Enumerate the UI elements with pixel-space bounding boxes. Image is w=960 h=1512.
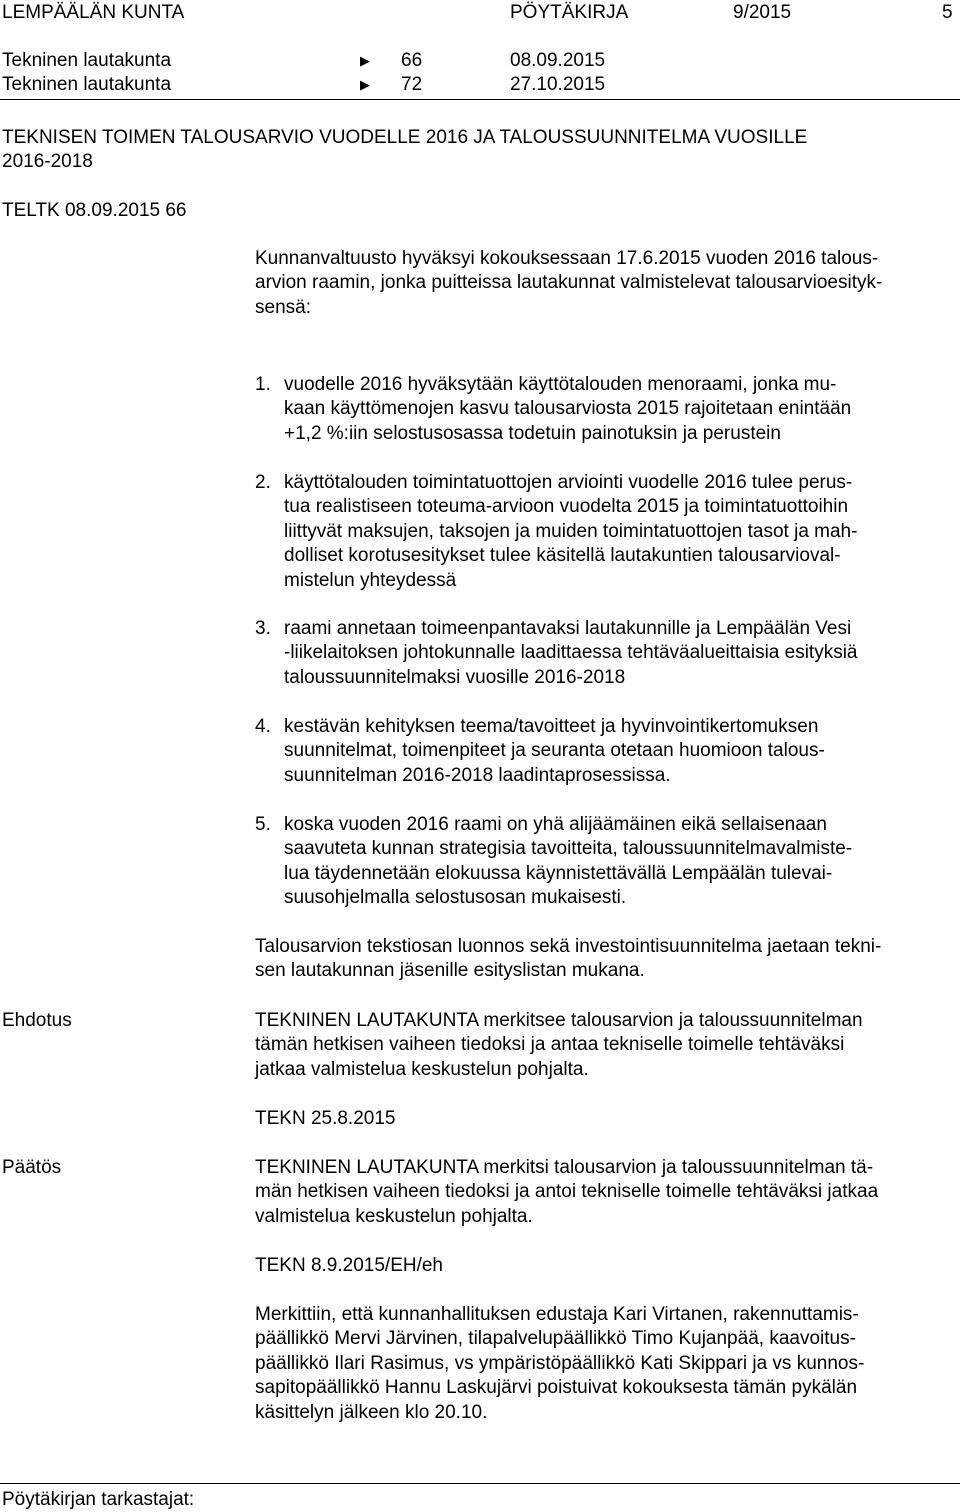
attendance-line: käsittelyn jälkeen klo 20.10. bbox=[255, 1401, 488, 1423]
attachment-note bbox=[255, 935, 955, 984]
page-title-line-1: TEKNISEN TOIMEN TALOUSARVIO VUODELLE 2016 JA TALOUSSUUNNITELMA VUOSILLE bbox=[2, 127, 808, 148]
attendance-note bbox=[255, 1303, 955, 1425]
list-line: suusohjelmalla selostusosan mukaisesti. bbox=[284, 887, 627, 909]
list-line: liittyvät maksujen, taksojen ja muiden toimintatuottojen tasot ja mah- bbox=[284, 520, 858, 542]
attendance-line: päällikkö Mervi Järvinen, tilapalvelupäällikkö Timo Kujanpää, kaavoitus- bbox=[255, 1328, 856, 1350]
meeting-body-1: Tekninen lautakunta bbox=[2, 50, 172, 71]
proposal-text bbox=[255, 1009, 955, 1082]
list-item-number: 3. bbox=[255, 618, 271, 639]
intro-line: Kunnanvaltuusto hyväksyi kokouksessaan 17.6.2015 vuoden 2016 talous- bbox=[255, 248, 879, 269]
attendance-line: Merkittiin, että kunnanhallituksen edustaja Kari Virtanen, rakennuttamis- bbox=[255, 1304, 859, 1325]
decision-line: valmistelua keskustelun pohjalta. bbox=[255, 1205, 533, 1227]
proposal-reference: TEKN 25.8.2015 bbox=[255, 1108, 396, 1129]
list-line: saavuteta kunnan strategisia tavoitteita, taloussuunnitelmavalmiste- bbox=[284, 838, 853, 860]
proposal-line: TEKNINEN LAUTAKUNTA merkitsee talousarvion ja taloussuunnitelman bbox=[255, 1010, 863, 1031]
intro-paragraph bbox=[255, 247, 955, 320]
list-line: suunnitelmat, toimenpiteet ja seuranta otetaan huomioon talous- bbox=[284, 740, 825, 762]
intro-line: arvion raamin, jonka puitteissa lautakunnat valmistelevat talousarvioesityk- bbox=[255, 272, 883, 294]
header-divider bbox=[0, 99, 960, 100]
list-item-text bbox=[284, 715, 956, 788]
list-line: suunnitelman 2016-2018 laadintaprosessissa. bbox=[284, 764, 671, 786]
list-line: mistelun yhteydessä bbox=[284, 569, 457, 591]
list-line: koska vuoden 2016 raami on yhä alijäämäinen eikä sellaisenaan bbox=[284, 814, 827, 835]
list-item-number: 1. bbox=[255, 374, 271, 395]
list-item-text bbox=[284, 813, 956, 911]
section-reference: TELTK 08.09.2015 66 bbox=[2, 200, 187, 221]
list-line: kaan käyttömenojen kasvu talousarviosta 2015 rajoitetaan enintään bbox=[284, 398, 852, 420]
meeting-body-2: Tekninen lautakunta bbox=[2, 74, 172, 95]
decision-reference: TEKN 8.9.2015/EH/eh bbox=[255, 1255, 443, 1276]
footer-divider bbox=[0, 1483, 960, 1484]
note-line: sen lautakunnan jäsenille esityslistan mukana. bbox=[255, 960, 645, 982]
attendance-line: päällikkö Ilari Rasimus, vs ympäristöpäällikkö Kati Skippari ja vs kunnos- bbox=[255, 1352, 865, 1374]
list-line: taloussuunnitelmaksi vuosille 2016-2018 bbox=[284, 666, 626, 688]
list-item-number: 2. bbox=[255, 472, 271, 493]
meeting-date-2: 27.10.2015 bbox=[510, 74, 606, 95]
list-line: -liikelaitoksen johtokunnalle laadittaessa tehtäväalueittaisia esityksiä bbox=[284, 642, 858, 664]
decision-label: Päätös bbox=[2, 1157, 62, 1178]
decision-line: män hetkisen vaiheen tiedoksi ja antoi tekniselle toimelle tehtäväksi jatkaa bbox=[255, 1181, 879, 1203]
list-item-text bbox=[284, 471, 956, 593]
proposal-line: tämän hetkisen vaiheen tiedoksi ja antaa tekniselle toimelle tehtäväksi bbox=[255, 1034, 845, 1056]
municipality-name: LEMPÄÄLÄN KUNTA bbox=[2, 2, 185, 23]
meeting-section-1: 66 bbox=[401, 50, 423, 71]
note-line: Talousarvion tekstiosan luonnos sekä investointisuunnitelma jaetaan tekni- bbox=[255, 936, 882, 957]
proposal-label: Ehdotus bbox=[2, 1010, 72, 1031]
list-line: +1,2 %:iin selostusosassa todetuin painotuksin ja perustein bbox=[284, 422, 781, 444]
list-line: raami annetaan toimeenpantavaksi lautakunnille ja Lempäälän Vesi bbox=[284, 618, 852, 639]
right-triangle-arrow-icon: ▶ bbox=[360, 53, 370, 68]
proposal-line: jatkaa valmistelua keskustelun pohjalta. bbox=[255, 1058, 589, 1080]
decision-line: TEKNINEN LAUTAKUNTA merkitsi talousarvion ja taloussuunnitelman tä- bbox=[255, 1157, 874, 1178]
list-item-number: 4. bbox=[255, 716, 271, 737]
document-type: PÖYTÄKIRJA bbox=[510, 2, 629, 23]
list-line: lua täydennetään elokuussa käynnistettävällä Lempäälän tulevai- bbox=[284, 862, 833, 884]
list-item-text bbox=[284, 373, 956, 446]
list-line: vuodelle 2016 hyväksytään käyttötalouden menoraami, jonka mu- bbox=[284, 374, 837, 395]
decision-text bbox=[255, 1156, 955, 1229]
minutes-inspectors-label: Pöytäkirjan tarkastajat: bbox=[2, 1489, 195, 1510]
list-line: kestävän kehityksen teema/tavoitteet ja hyvinvointikertomuksen bbox=[284, 716, 819, 737]
list-item-text bbox=[284, 617, 956, 690]
list-item-number: 5. bbox=[255, 814, 271, 835]
document-number: 9/2015 bbox=[733, 2, 792, 23]
list-line: käyttötalouden toimintatuottojen arviointi vuodelle 2016 tulee perus- bbox=[284, 472, 853, 493]
right-triangle-arrow-icon: ▶ bbox=[360, 77, 370, 92]
page-title-line-2: 2016-2018 bbox=[2, 151, 93, 172]
page-number: 5 bbox=[942, 2, 953, 23]
list-line: dolliset korotusesitykset tulee käsitellä lautakuntien talousarvioval- bbox=[284, 545, 841, 567]
intro-line: sensä: bbox=[255, 296, 311, 318]
list-line: tua realistiseen toteuma-arvioon vuodelta 2015 ja toimintatuottoihin bbox=[284, 496, 849, 518]
meeting-date-1: 08.09.2015 bbox=[510, 50, 606, 71]
attendance-line: sapitopäällikkö Hannu Laskujärvi poistuivat kokouksesta tämän pykälän bbox=[255, 1377, 858, 1399]
meeting-section-2: 72 bbox=[401, 74, 423, 95]
